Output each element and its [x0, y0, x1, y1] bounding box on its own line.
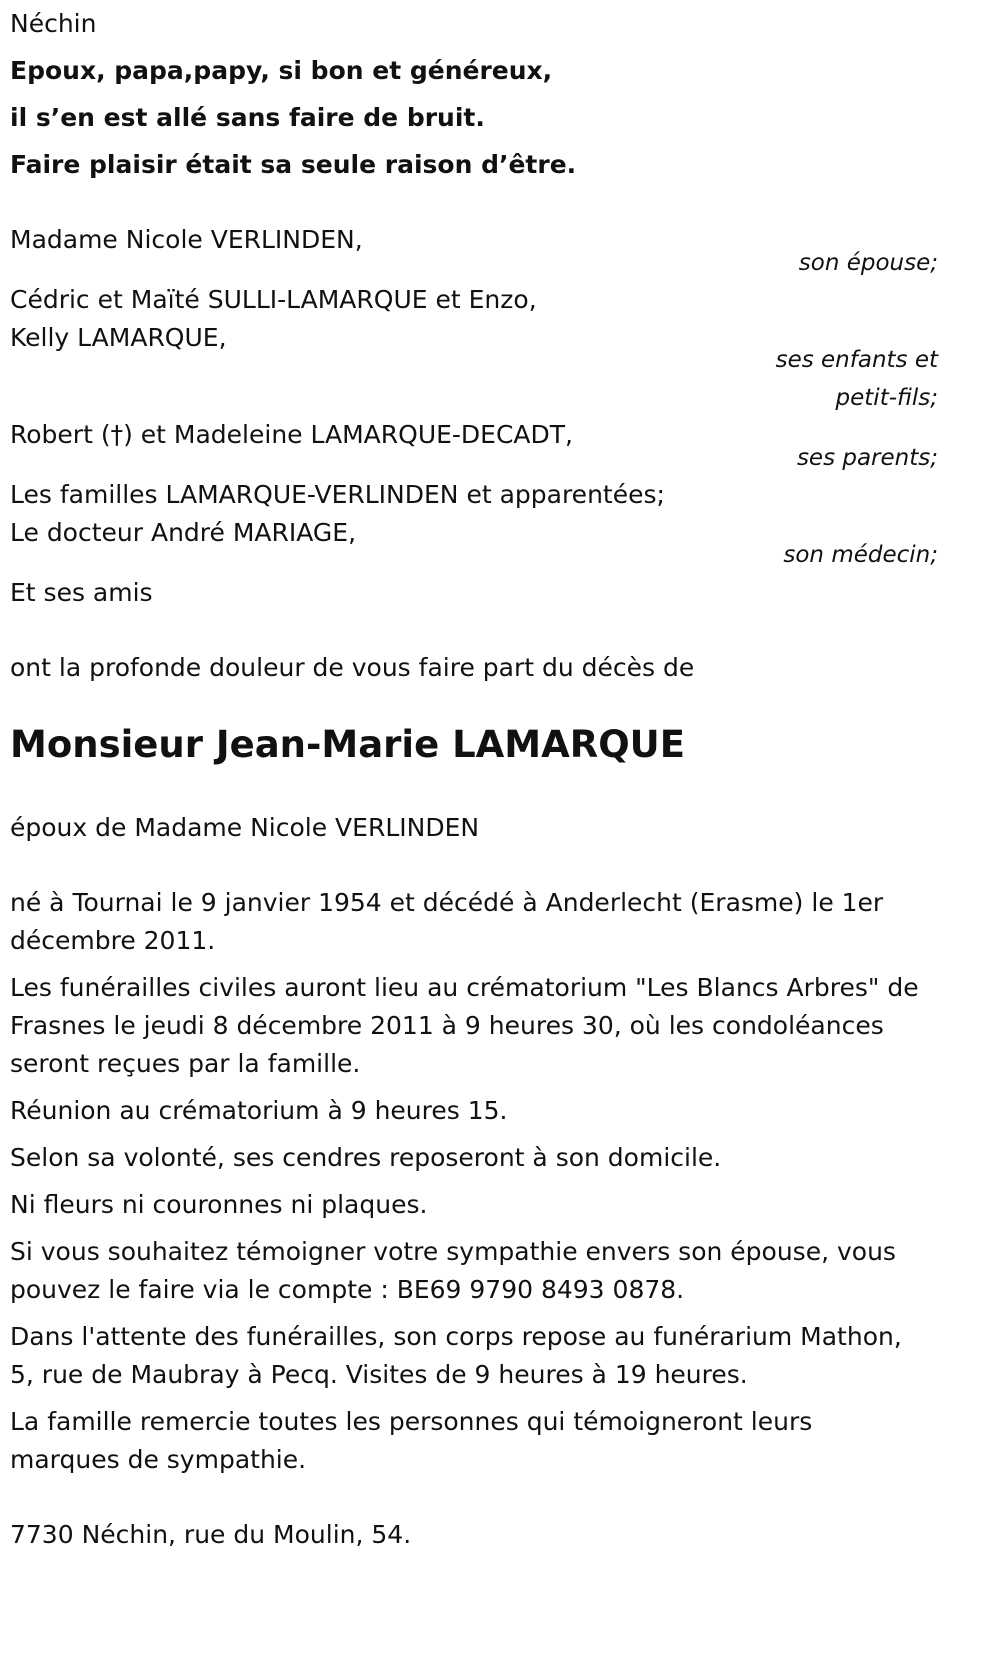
epitaph-line-2: il s’en est allé sans faire de bruit.	[10, 103, 485, 132]
funeral-line-2: Frasnes le jeudi 8 décembre 2011 à 9 heures 30, où les condoléances	[10, 1011, 884, 1040]
meeting-line: Réunion au crématorium à 9 heures 15.	[10, 1096, 508, 1125]
sympathy-line-1: Si vous souhaitez témoigner votre sympathie envers son épouse, vous	[10, 1237, 896, 1266]
announcement-line: ont la profonde douleur de vous faire part du décès de	[10, 653, 695, 682]
deceased-name: Monsieur Jean-Marie LAMARQUE	[10, 723, 685, 766]
parents-relation: ses parents;	[796, 445, 938, 471]
funeral-line-3: seront reçues par la famille.	[10, 1049, 361, 1078]
epitaph-line-3: Faire plaisir était sa seule raison d’être.	[10, 150, 577, 179]
sympathy-line-2: pouvez le faire via le compte : BE69 9790 8493 0878.	[10, 1275, 685, 1304]
doctor-line: Le docteur André MARIAGE,	[10, 518, 357, 547]
children-relation-line-2: petit-fils;	[835, 385, 938, 411]
birth-line-2: décembre 2011.	[10, 926, 216, 955]
birth-line-1: né à Tournai le 9 janvier 1954 et décédé à Anderlecht (Erasme) le 1er	[10, 888, 884, 917]
ashes-line: Selon sa volonté, ses cendres reposeront à son domicile.	[10, 1143, 722, 1172]
thanks-line-2: marques de sympathie.	[10, 1445, 307, 1474]
funerarium-line-1: Dans l'attente des funérailles, son corps repose au funérarium Mathon,	[10, 1322, 902, 1351]
children-relation-line-1: ses enfants et	[775, 347, 938, 373]
cross-icon: †	[110, 420, 124, 449]
flowers-line: Ni fleurs ni couronnes ni plaques.	[10, 1190, 428, 1219]
funeral-line-1: Les funérailles civiles auront lieu au crématorium "Les Blancs Arbres" de	[10, 973, 919, 1002]
thanks-line-1: La famille remercie toutes les personnes qui témoigneront leurs	[10, 1407, 813, 1436]
doctor-relation: son médecin;	[783, 542, 938, 568]
spouse-of-line: époux de Madame Nicole VERLINDEN	[10, 813, 480, 842]
wife-name: Madame Nicole VERLINDEN,	[10, 225, 363, 254]
epitaph-line-1: Epoux, papa,papy, si bon et généreux,	[10, 56, 553, 85]
funerarium-line-2: 5, rue de Maubray à Pecq. Visites de 9 heures à 19 heures.	[10, 1360, 748, 1389]
wife-relation: son épouse;	[798, 250, 938, 276]
families-line: Les familles LAMARQUE-VERLINDEN et apparentées;	[10, 480, 665, 509]
address-line: 7730 Néchin, rue du Moulin, 54.	[10, 1520, 412, 1549]
parents-before-cross: Robert (	[10, 420, 111, 449]
children-line-1: Cédric et Maïté SULLI-LAMARQUE et Enzo,	[10, 285, 537, 314]
locality-heading: Néchin	[10, 9, 97, 38]
parents-line	[10, 415, 573, 455]
parents-after-cross: ) et Madeleine LAMARQUE-DECADT,	[123, 420, 574, 449]
children-line-2: Kelly LAMARQUE,	[10, 323, 227, 352]
friends-line: Et ses amis	[10, 578, 153, 607]
